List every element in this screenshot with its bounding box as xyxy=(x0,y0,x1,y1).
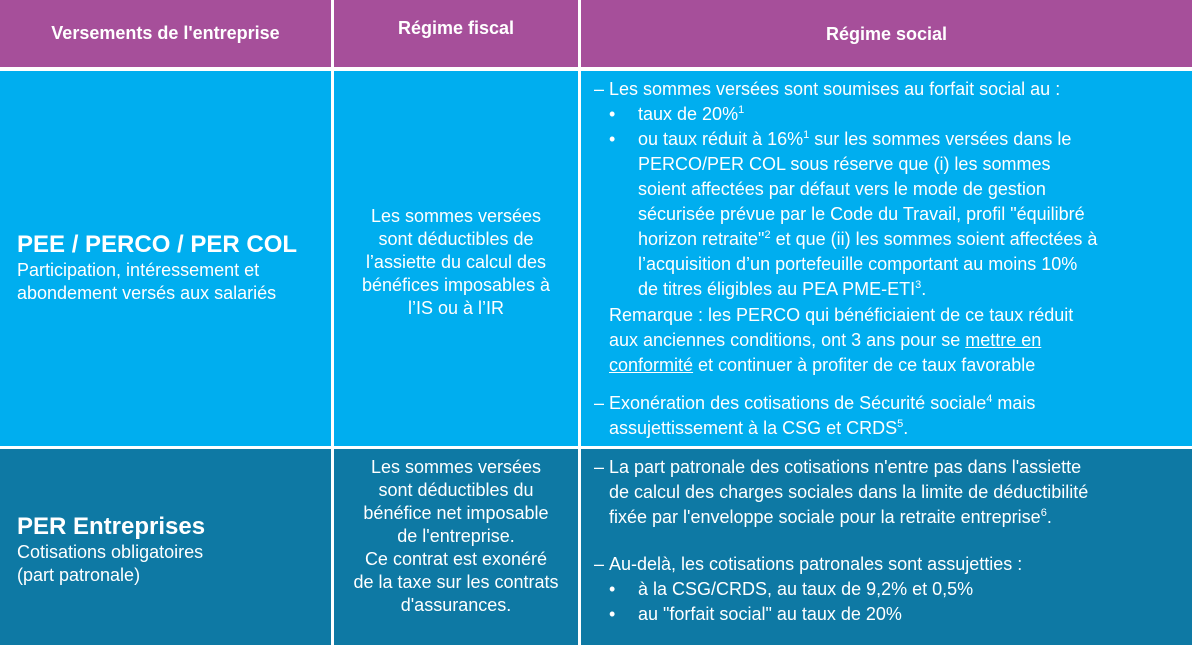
row1-social-cell xyxy=(581,71,1192,446)
row2-p2-intro: Au-delà, les cotisations patronales sont assujetties : xyxy=(609,554,1023,574)
row1-bullet2-line5 xyxy=(638,227,1097,252)
row2-social-cell xyxy=(581,449,1192,645)
row1-bullet2-line5-post: et que (ii) les sommes soient affectées à xyxy=(770,229,1098,249)
bullet-marker: • xyxy=(609,579,616,599)
row2-fiscal-line4: de l'entreprise. xyxy=(397,526,515,546)
row1-exo-line1 xyxy=(609,391,1035,416)
row1-exo-line2 xyxy=(609,416,908,441)
row1-exo-line1-pre: Exonération des cotisations de Sécurité sociale xyxy=(609,393,987,413)
dash-marker: – xyxy=(594,79,605,99)
row1-remark-line1: Remarque : les PERCO qui bénéficiaient de ce taux réduit xyxy=(609,305,1074,325)
row1-bullet2-line7-pre: de titres éligibles au PEA PME-ETI xyxy=(638,279,916,299)
row2-bullet1: à la CSG/CRDS, au taux de 9,2% et 0,5% xyxy=(638,579,974,599)
row2-fiscal-line1: Les sommes versées xyxy=(370,457,542,477)
row1-remark-line3-post: et continuer à profiter de ce taux favorable xyxy=(693,355,1036,375)
header-versements-label: Versements de l'entreprise xyxy=(51,23,280,43)
row1-subtitle-line1: Participation, intéressement et xyxy=(17,260,260,280)
bullet-marker: • xyxy=(609,104,616,124)
row1-bullet2-line2: PERCO/PER COL sous réserve que (i) les sommes xyxy=(638,154,1051,174)
bullet-marker: • xyxy=(609,604,616,624)
row1-bullet1 xyxy=(638,102,744,127)
footnote-5: 5 xyxy=(897,418,904,430)
row1-bullet1-text: taux de 20% xyxy=(638,104,739,124)
row1-remark-line3 xyxy=(609,353,1035,378)
row2-fiscal-line5: Ce contrat est exonéré xyxy=(364,549,548,569)
row2-p1-line2: de calcul des charges sociales dans la limite de déductibilité xyxy=(609,482,1089,502)
row1-bullet2-line1-post: sur les sommes versées dans le xyxy=(809,129,1072,149)
footnote-1: 1 xyxy=(803,129,810,141)
row1-bullet2-line4: sécurisée prévue par le Code du Travail, profil "équilibré xyxy=(638,204,1085,224)
header-regime-social-label: Régime social xyxy=(825,24,948,44)
row1-bullet2-line6: l’acquisition d’un portefeuille comportant au moins 10% xyxy=(638,254,1078,274)
row1-subtitle-line2: abondement versés aux salariés xyxy=(17,283,277,303)
row1-exo-line2-post: . xyxy=(903,418,909,438)
footnote-3: 3 xyxy=(915,279,922,291)
dash-marker: – xyxy=(594,457,605,477)
row2-subtitle-line1: Cotisations obligatoires xyxy=(17,541,204,562)
row2-p1-line3 xyxy=(609,505,1052,530)
row1-exo-line1-post: mais xyxy=(992,393,1036,413)
row1-fiscal-line3: l’assiette du calcul des xyxy=(365,252,547,272)
mettre-en-conformite-link[interactable]: mettre en xyxy=(965,330,1042,350)
row2-subtitle-line2: (part patronale) xyxy=(17,564,141,585)
row2-p1-line1: La part patronale des cotisations n'entre pas dans l'assiette xyxy=(609,457,1082,477)
row1-bullet2-line1 xyxy=(638,127,1071,152)
row1-fiscal-line1: Les sommes versées xyxy=(370,206,542,226)
row1-fiscal-line5: l’IS ou à l’IR xyxy=(407,298,505,318)
row2-title: PER Entreprises xyxy=(17,512,206,540)
row2-versement-cell xyxy=(0,449,331,645)
row1-exo-line2-pre: assujettissement à la CSG et CRDS xyxy=(609,418,898,438)
row2-p1-line3-post: . xyxy=(1046,507,1052,527)
row1-social-intro: Les sommes versées sont soumises au forfait social au : xyxy=(609,79,1061,99)
footnote-1: 1 xyxy=(738,104,745,116)
row1-bullet2-line5-pre: horizon retraite" xyxy=(638,229,765,249)
row1-versement-cell xyxy=(0,71,331,446)
row1-remark-line2-pre: aux anciennes conditions, ont 3 ans pour se xyxy=(609,330,966,350)
dash-marker: – xyxy=(594,554,605,574)
row2-fiscal-line2: sont déductibles du xyxy=(378,480,534,500)
row2-p1-line3-pre: fixée par l'enveloppe sociale pour la retraite entreprise xyxy=(609,507,1041,527)
row1-bullet2-line3: soient affectées par défaut vers le mode de gestion xyxy=(638,179,1046,199)
row1-title: PEE / PERCO / PER COL xyxy=(17,231,298,258)
row2-fiscal-line7: d'assurances. xyxy=(400,595,512,615)
footnote-4: 4 xyxy=(986,393,993,405)
row1-bullet2-line7 xyxy=(638,277,926,302)
row1-bullet2-line7-post: . xyxy=(921,279,927,299)
dash-marker: – xyxy=(594,393,605,413)
bullet-marker: • xyxy=(609,129,616,149)
header-regime-fiscal xyxy=(334,0,578,67)
row2-fiscal-line6: de la taxe sur les contrats xyxy=(353,572,559,592)
mettre-en-conformite-link-cont[interactable]: conformité xyxy=(609,355,694,375)
header-regime-social xyxy=(581,0,1192,67)
footnote-2: 2 xyxy=(764,229,771,241)
row1-remark-line2 xyxy=(609,328,1041,353)
row1-fiscal-line2: sont déductibles de xyxy=(378,229,534,249)
row1-fiscal-line4: bénéfices imposables à xyxy=(361,275,551,295)
row2-fiscal-cell xyxy=(334,449,578,645)
header-versements xyxy=(0,0,331,67)
row2-bullet2: au "forfait social" au taux de 20% xyxy=(638,604,902,624)
row1-bullet2-line1-pre: ou taux réduit à 16% xyxy=(638,129,804,149)
row1-fiscal-cell xyxy=(334,71,578,446)
header-regime-fiscal-label: Régime fiscal xyxy=(397,18,515,38)
footnote-6: 6 xyxy=(1040,507,1047,519)
row2-fiscal-line3: bénéfice net imposable xyxy=(363,503,549,523)
